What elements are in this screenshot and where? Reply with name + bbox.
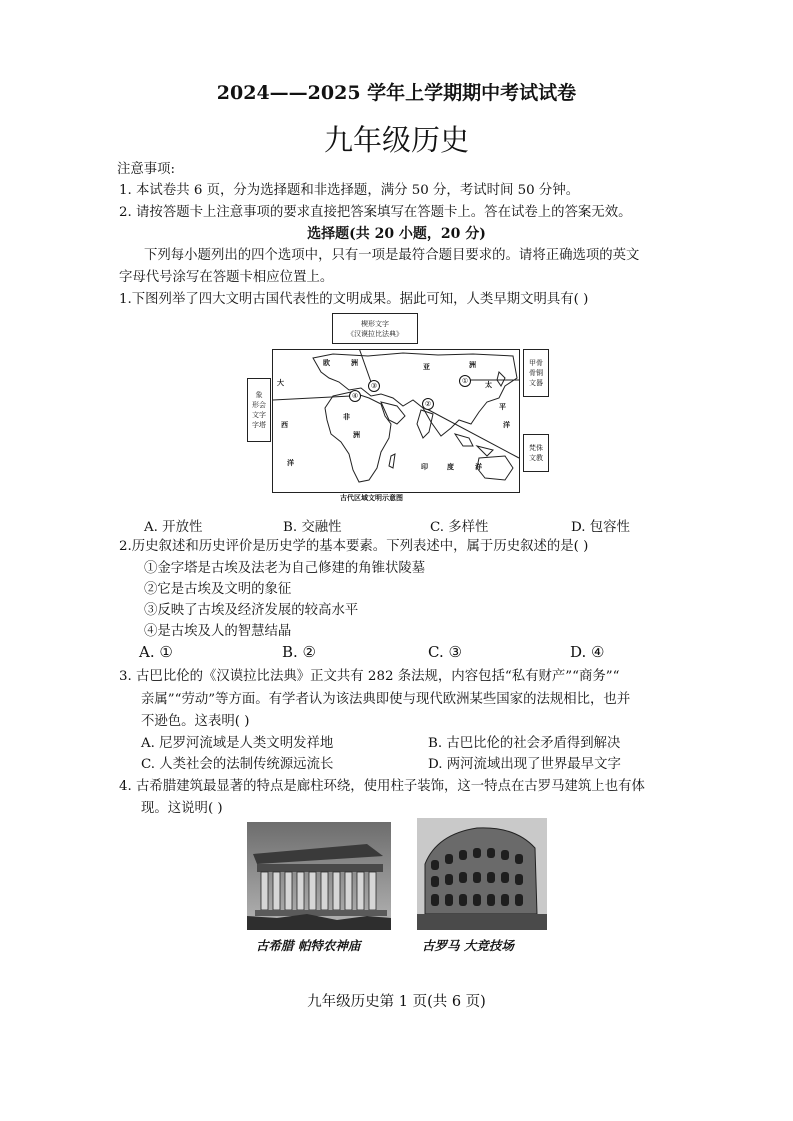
colosseum-photo: [417, 818, 547, 930]
map-label-ya: 亚: [423, 362, 430, 371]
q3-option-a[interactable]: A. 尼罗河流域是人类文明发祥地: [141, 736, 334, 751]
q3-option-d[interactable]: D. 两河流域出现了世界最早文字: [428, 757, 621, 772]
map-marker-2: ②: [422, 398, 434, 410]
map-box-egypt: 象 形会 文字 字塔: [247, 378, 271, 442]
section-heading: 选择题(共 20 小题，20 分): [307, 226, 486, 242]
q2-option-d[interactable]: D. ④: [570, 643, 605, 661]
question-4-stem-1: 4. 古希腊建筑最显著的特点是廊柱环绕，使用柱子装饰，这一特点在古罗马建筑上也有体: [119, 779, 645, 794]
q1-option-b[interactable]: B. 交融性: [283, 520, 342, 535]
map-caption: 古代区域文明示意图: [340, 493, 403, 502]
continents-outline: [273, 350, 519, 492]
q3-option-c[interactable]: C. 人类社会的法制传统源远流长: [141, 757, 334, 772]
q2-option-a[interactable]: A. ①: [139, 643, 173, 661]
question-3-stem-2: 亲属”“劳动”等方面。有学者认为该法典即使与现代欧洲某些国家的法规相比，也并: [141, 692, 631, 707]
map-marker-3: ③: [368, 380, 380, 392]
q1-option-a[interactable]: A. 开放性: [144, 520, 203, 535]
exam-subject: 九年级历史: [323, 123, 469, 157]
q2-statement-3: ③反映了古埃及经济发展的较高水平: [144, 603, 359, 618]
notice-heading: 注意事项:: [117, 162, 176, 177]
map-label-zhou: 洲: [351, 358, 358, 367]
question-1-stem: 1.下图列举了四大文明古国代表性的文明成果。据此可知，人类早期文明具有( ): [119, 292, 589, 307]
q2-statement-2: ②它是古埃及文明的象征: [144, 582, 292, 597]
section-instruction-2: 字母代号涂写在答题卡相应位置上。: [119, 270, 334, 285]
map-label-zhou: 洲: [353, 430, 360, 439]
q2-option-c[interactable]: C. ③: [428, 643, 462, 661]
q1-option-d[interactable]: D. 包容性: [571, 520, 630, 535]
parthenon-photo: [247, 822, 391, 930]
parthenon-caption: 古希腊 帕特农神庙: [256, 938, 361, 953]
map-marker-1: ①: [459, 375, 471, 387]
notice-item-2: 2. 请按答题卡上注意事项的要求直接把答案填写在答题卡上。答在试卷上的答案无效。: [119, 205, 632, 220]
question-4-stem-2: 现。这说明( ): [141, 801, 223, 816]
q1-option-c[interactable]: C. 多样性: [430, 520, 489, 535]
question-3-stem-3: 不逊色。这表明( ): [141, 714, 250, 729]
map-box-india: 梵侏 文教: [523, 434, 549, 472]
map-label-da: 大: [277, 378, 284, 387]
map-label-zhou: 洲: [469, 360, 476, 369]
map-label-du: 度: [447, 462, 454, 471]
map-label-yang: 洋: [475, 462, 482, 471]
q2-option-b[interactable]: B. ②: [282, 643, 317, 661]
exam-title: 2024——2025 学年上学期期中考试试卷: [216, 82, 577, 104]
map-box-cuneiform: 楔形文字 《汉谟拉比法典》: [332, 313, 418, 344]
map-marker-4: ④: [349, 390, 361, 402]
map-label-yang: 洋: [287, 458, 294, 467]
map-label-yang: 洋: [503, 420, 510, 429]
colosseum-caption: 古罗马 大竞技场: [422, 938, 514, 953]
section-instruction-1: 下列每小题列出的四个选项中，只有一项是最符合题目要求的。请将正确选项的英文: [144, 248, 640, 263]
notice-item-1: 1. 本试卷共 6 页，分为选择题和非选择题，满分 50 分，考试时间 50 分钟。: [119, 183, 580, 198]
map-label-tai: 太: [485, 380, 492, 389]
question-3-stem-1: 3. 古巴比伦的《汉谟拉比法典》正文共有 282 条法规，内容包括“私有财产”“商务”“: [119, 669, 620, 684]
map-box-china: 甲骨 骨铜 文器: [523, 349, 549, 397]
q2-statement-4: ④是古埃及人的智慧结晶: [144, 624, 292, 639]
q3-option-b[interactable]: B. 古巴比伦的社会矛盾得到解决: [428, 736, 621, 751]
map-label-xi: 西: [281, 420, 288, 429]
map-label-ping: 平: [499, 402, 506, 411]
page-footer: 九年级历史第 1 页(共 6 页): [307, 994, 486, 1010]
map-label-yin: 印: [421, 462, 428, 471]
map-label-fei: 非: [343, 412, 350, 421]
question-2-stem: 2.历史叙述和历史评价是历史学的基本要素。下列表述中，属于历史叙述的是( ): [119, 539, 589, 554]
map-label-europe: 欧: [323, 358, 330, 367]
q2-statement-1: ①金字塔是古埃及法老为自己修建的角锥状陵墓: [144, 561, 426, 576]
world-map: [272, 349, 520, 493]
